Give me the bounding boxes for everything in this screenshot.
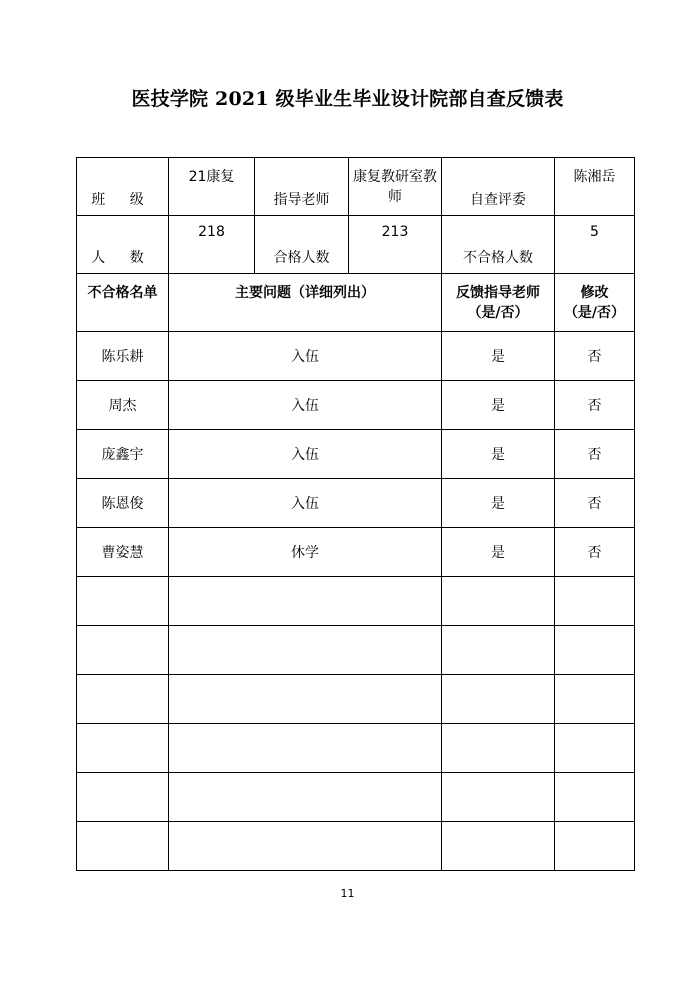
problem-cell: 入伍 — [169, 479, 442, 528]
feedback-cell: 是 — [442, 528, 555, 577]
revised-cell: 否 — [555, 430, 635, 479]
table-row — [77, 626, 635, 675]
revised-cell: 否 — [555, 332, 635, 381]
revised-cell — [555, 773, 635, 822]
advisor-label: 指导老师 — [255, 158, 349, 216]
table-row — [77, 381, 635, 430]
revised-cell — [555, 626, 635, 675]
table-row — [77, 724, 635, 773]
revised-cell: 否 — [555, 479, 635, 528]
revised-cell: 否 — [555, 381, 635, 430]
student-name — [77, 626, 169, 675]
fail-label: 不合格人数 — [442, 216, 555, 274]
class-label: 班 级 — [77, 158, 169, 216]
names-column-header: 不合格名单 — [77, 274, 169, 332]
problem-cell: 休学 — [169, 528, 442, 577]
table-row — [77, 577, 635, 626]
feedback-cell — [442, 822, 555, 871]
student-name — [77, 724, 169, 773]
table-row — [77, 822, 635, 871]
feedback-cell: 是 — [442, 381, 555, 430]
revised-cell — [555, 724, 635, 773]
feedback-cell — [442, 626, 555, 675]
problem-cell — [169, 724, 442, 773]
reviewer-value: 陈湘岳 — [555, 158, 635, 216]
feedback-cell — [442, 675, 555, 724]
feedback-cell: 是 — [442, 332, 555, 381]
student-name — [77, 773, 169, 822]
fail-value: 5 — [555, 216, 635, 274]
count-label: 人 数 — [77, 216, 169, 274]
student-name — [77, 577, 169, 626]
feedback-cell — [442, 577, 555, 626]
problem-cell: 入伍 — [169, 332, 442, 381]
failed-list — [77, 332, 635, 871]
problem-cell: 入伍 — [169, 381, 442, 430]
self-check-table — [76, 157, 635, 871]
student-name — [77, 822, 169, 871]
feedback-cell: 是 — [442, 479, 555, 528]
reviewer-label: 自查评委 — [442, 158, 555, 216]
table-row — [77, 332, 635, 381]
info-row-count — [77, 216, 635, 274]
count-value: 218 — [169, 216, 255, 274]
revised-cell: 否 — [555, 528, 635, 577]
revised-cell — [555, 577, 635, 626]
table-row — [77, 528, 635, 577]
feedback-cell: 是 — [442, 430, 555, 479]
revised-cell — [555, 822, 635, 871]
feedback-cell — [442, 724, 555, 773]
table-row — [77, 430, 635, 479]
problems-column-header: 主要问题（详细列出） — [169, 274, 442, 332]
revised-cell — [555, 675, 635, 724]
student-name: 曹姿慧 — [77, 528, 169, 577]
feedback-column-header: 反馈指导老师 （是/否） — [442, 274, 555, 332]
problem-cell — [169, 675, 442, 724]
table-row — [77, 773, 635, 822]
problem-cell — [169, 822, 442, 871]
column-header-row — [77, 274, 635, 332]
pass-label: 合格人数 — [255, 216, 349, 274]
student-name: 庞鑫宇 — [77, 430, 169, 479]
table-row — [77, 479, 635, 528]
student-name: 周杰 — [77, 381, 169, 430]
page-number: 11 — [340, 887, 355, 900]
student-name — [77, 675, 169, 724]
page-title: 医技学院 2021 级毕业生毕业设计院部自查反馈表 — [131, 88, 564, 110]
feedback-cell — [442, 773, 555, 822]
student-name: 陈恩俊 — [77, 479, 169, 528]
info-row-class — [77, 158, 635, 216]
problem-cell — [169, 773, 442, 822]
table-row — [77, 675, 635, 724]
class-value: 21康复 — [169, 158, 255, 216]
revised-column-header: 修改 （是/否） — [555, 274, 635, 332]
problem-cell — [169, 626, 442, 675]
pass-value: 213 — [349, 216, 442, 274]
advisor-value: 康复教研室教 师 — [349, 158, 442, 216]
student-name: 陈乐耕 — [77, 332, 169, 381]
problem-cell — [169, 577, 442, 626]
problem-cell: 入伍 — [169, 430, 442, 479]
